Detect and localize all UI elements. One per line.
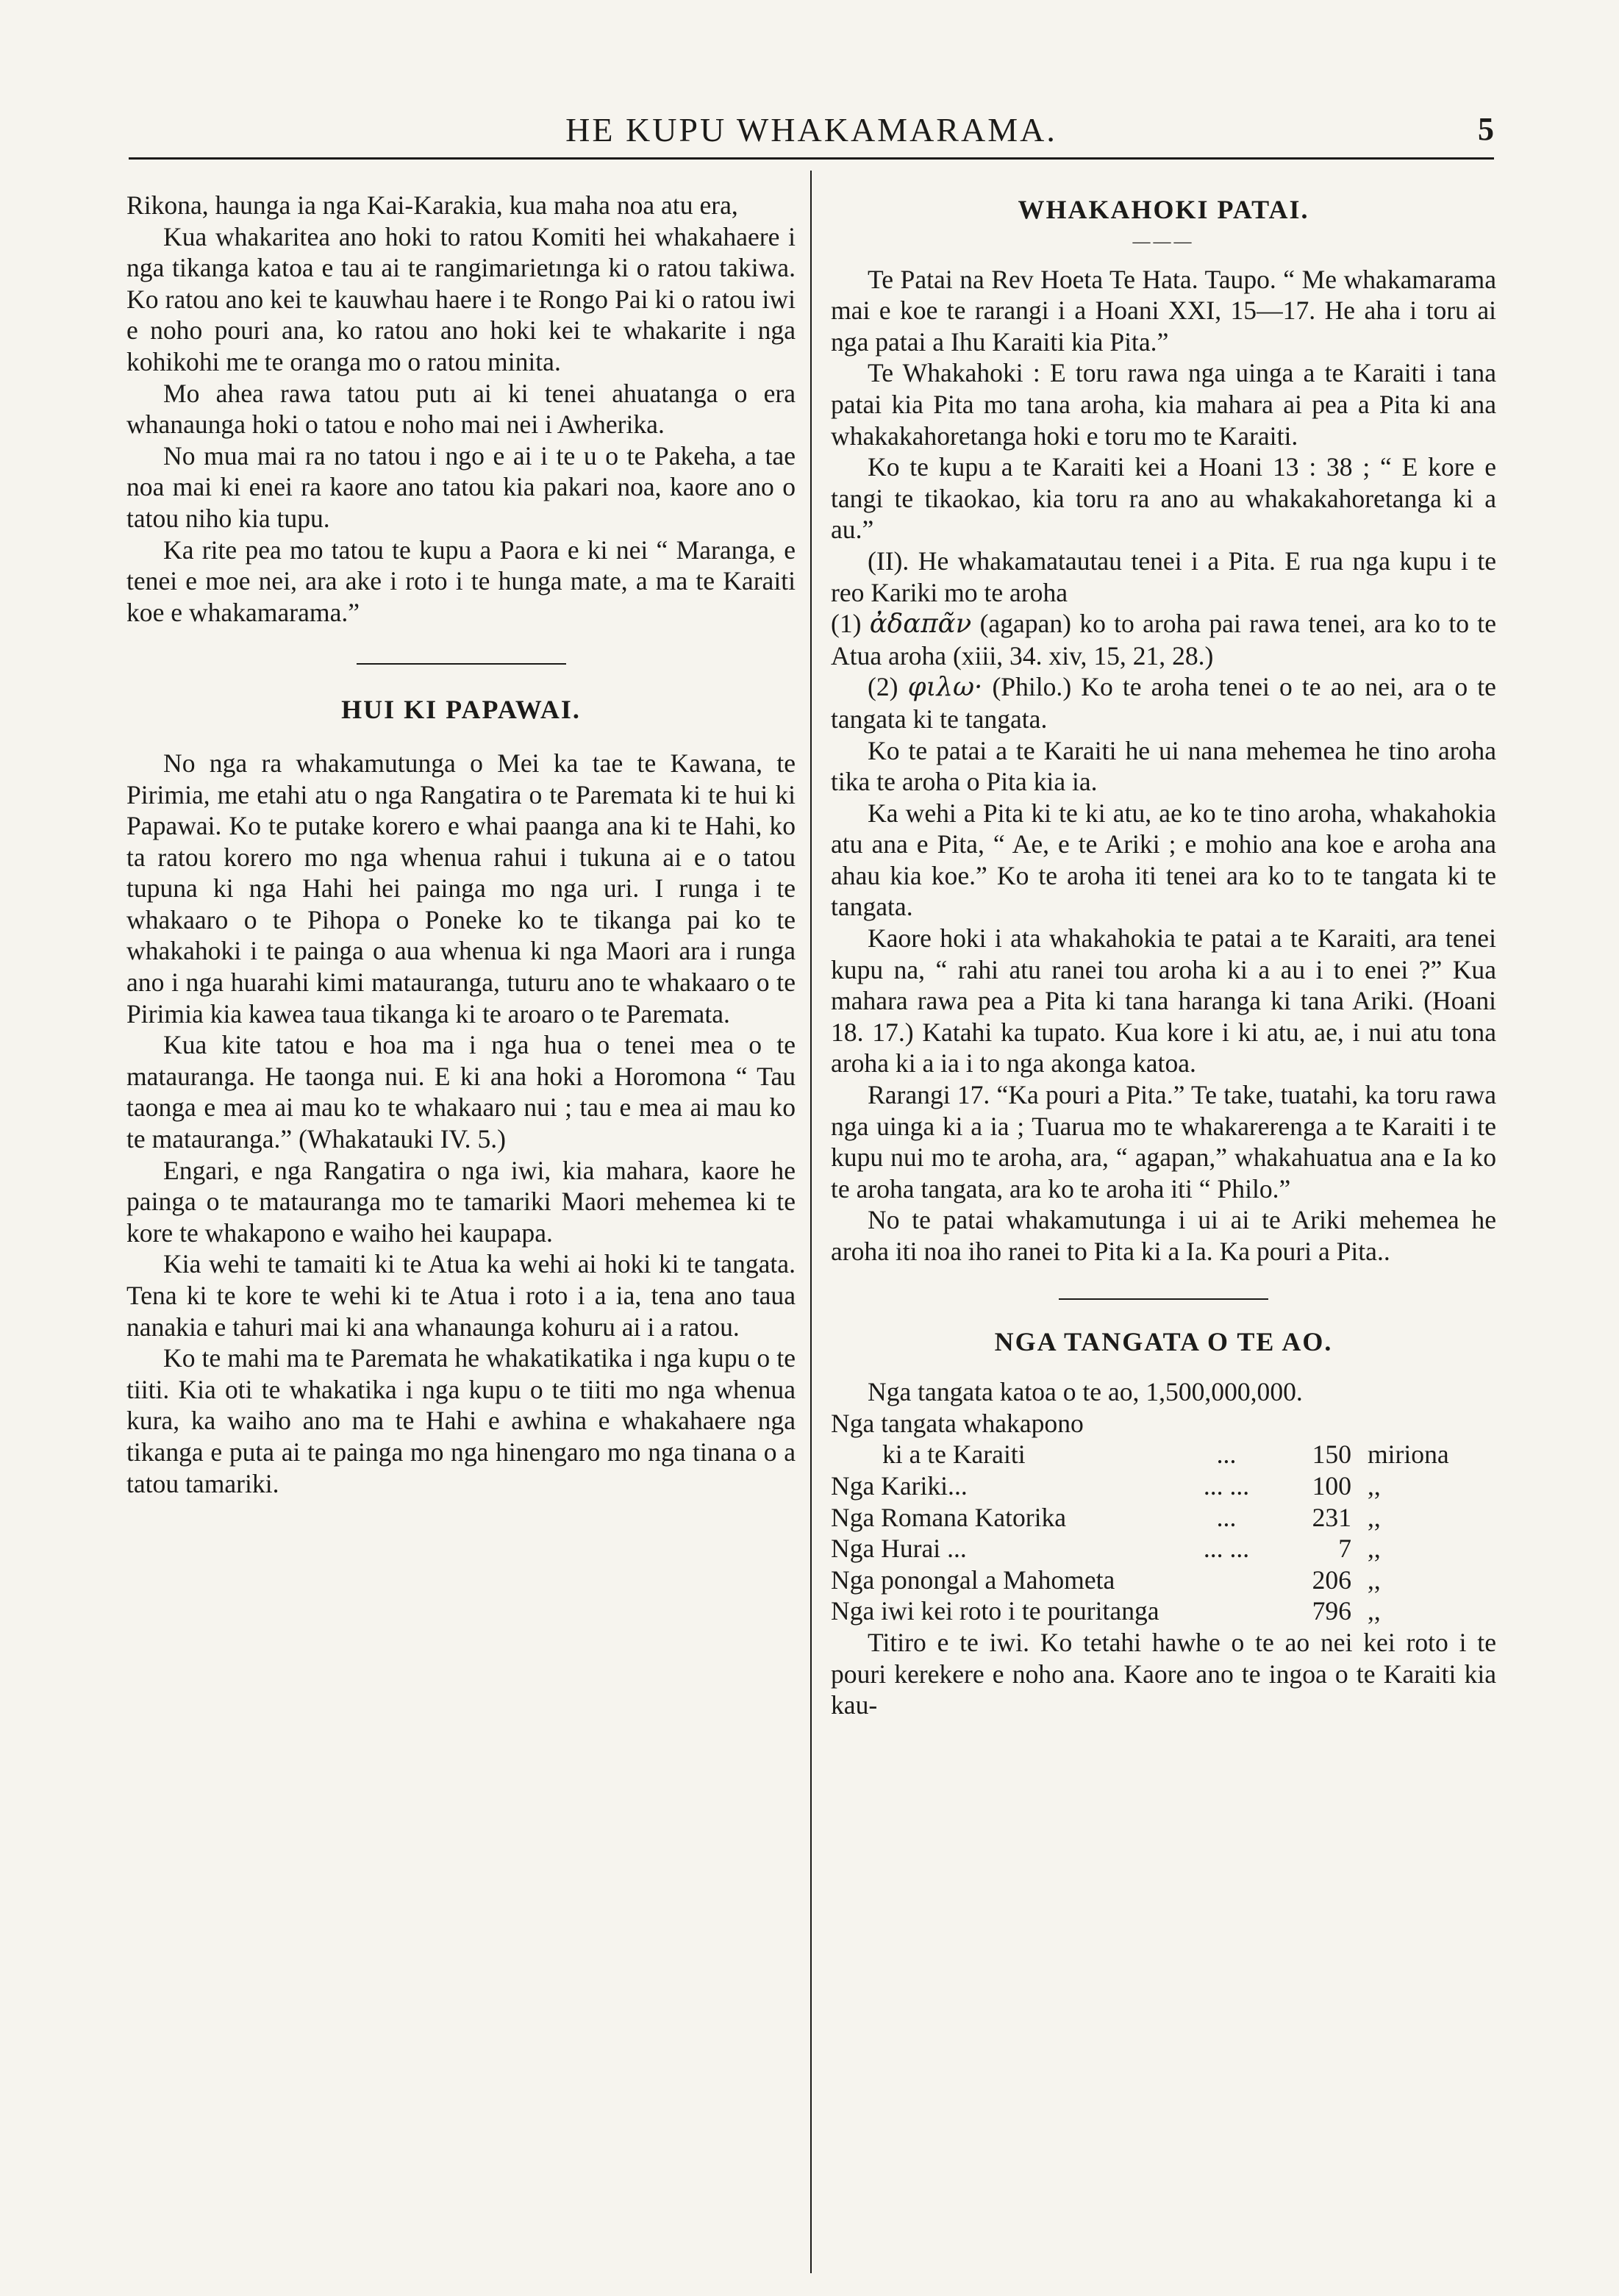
row-value: 150 (1312, 1440, 1351, 1470)
intro-paragraph-1: Rikona, haunga ia nga Kai-Karakia, kua maha noa atu era, (126, 190, 738, 220)
row-unit: ,, (1368, 1596, 1381, 1626)
greek-word-philo: φιλω· (907, 672, 983, 703)
hui-paragraph-3: Engari, e nga Rangatira o nga iwi, kia mahara, kaore he painga o te matauranga mo te tamariki Maori mehemea ki te kore te whakapono e waiho hei kaupapa. (126, 1155, 796, 1248)
greek-entry-2 (831, 671, 1496, 734)
intro-paragraph-4: No mua mai ra no tatou i ngo e ai i te u o te Pakeha, a tae noa mai ki enei ra kaore ano tatou kia pakari noa, kaore ano o tatou niho kia tupu. (126, 440, 796, 533)
whakahoki-paragraph-9: No te patai whakamutunga i ui ai te Ariki mehemea he aroha iti noa iho ranei to Pita ki a Ia. Ka pouri a Pita.. (831, 1205, 1496, 1266)
row-unit: ,, (1368, 1470, 1381, 1501)
row-value: 7 (1338, 1534, 1351, 1564)
table-row (831, 1533, 1496, 1564)
row-unit: miriona (1368, 1440, 1449, 1470)
tangata-title: NGA TANGATA O TE AO. (994, 1326, 1333, 1356)
row-label: Nga Kariki... (831, 1470, 968, 1501)
row-label: Nga ponongal a Mahometa (831, 1564, 1115, 1595)
row-label: Nga Hurai ... (831, 1534, 967, 1564)
tangata-closing: Titiro e te iwi. Ko tetahi hawhe o te ao nei kei roto i te pouri kerekere e noho ana. Kaore ano te ingoa o te Karaiti kia kau- (831, 1627, 1496, 1720)
row-dots: ... ... (1203, 1470, 1250, 1501)
row-value: 100 (1312, 1470, 1351, 1501)
row-dots: ... ... (1203, 1534, 1250, 1564)
population-table (831, 1439, 1496, 1627)
row-dots (1197, 1564, 1256, 1596)
row-label: ki a te Karaiti (882, 1440, 1026, 1470)
row-value: 206 (1312, 1564, 1351, 1595)
whakahoki-paragraph-8: Rarangi 17. “Ka pouri a Pita.” Te take, tuatahi, ka toru rawa nga uinga ki a ia ; Tuarua mo te whakarerenga a te Karaiti i te kupu nui mo te aroha, ara, “ agapan,” whakahuatua ana e Ia ko te aroha tangata, ara ko te aroha iti “ Philo.” (831, 1080, 1496, 1204)
table-row (831, 1439, 1496, 1470)
whakahoki-paragraph-1: Te Patai na Rev Hoeta Te Hata. Taupo. “ Me whakamarama mai e koe te rarangi i a Hoani XXI, 15—17. He aha i toru ai nga patai a Ihu Karaiti kia Pita.” (831, 264, 1496, 357)
right-column (831, 190, 1496, 1721)
hui-paragraph-5: Ko te mahi ma te Paremata he whakatikatika i nga kupu o te tiiti. Kia oti te whakatika i nga kupu o te tiiti mo nga whenua kura, ka waiho ano ma te Hahi e awhina e whakahaere nga tikanga e puta ai te painga mo nga hinengaro mo nga tinana o a tatou tamariki. (126, 1343, 796, 1498)
hui-paragraph-4: Kia wehi te tamaiti ki te Atua ka wehi ai hoki ki te tangata. Tena ki te kore te wehi ki te Atua i roto i a ia, tena ano taua nanakia e tahuri mai ki ana whanaunga kohuru ai i a ratou. (126, 1249, 796, 1342)
row-label: Nga iwi kei roto i te pouritanga (831, 1596, 1159, 1626)
whakahoki-title: WHAKAHOKI PATAI. (1018, 195, 1309, 224)
hui-paragraph-2: Kua kite tatou e hoa ma i nga hua o tenei mea o te matauranga. He taonga nui. E ki ana hoki a Horomona “ Tau taonga e mea ai mau ko te whakaaro nui ; tau e mea ai mau ko te matauranga.” (Whakatauki IV. 5.) (126, 1030, 796, 1154)
running-header (129, 110, 1494, 162)
intro-paragraph-2: Kua whakaritea ano hoki to ratou Komiti hei whakahaere i nga tikanga katoa e tau ai te rangimarietınga ki o ratou takiwa. Ko ratou ano kei te kauwhau haere i te Rongo Pai ki o ratou iwi e noho pouri ana, ko ratou ano hoki kei te whakarite i nga kohikohi me te oranga mo o ratou minita. (126, 221, 796, 376)
row-label: Nga Romana Katorika (831, 1502, 1067, 1532)
hui-title: HUI KI PAPAWAI. (341, 695, 581, 725)
intro-paragraph-5: Ka rite pea mo tatou te kupu a Paora e ki nei “ Maranga, e tenei e moe nei, ara ake i roto i te hunga mate, a ma te Karaiti koe e whakamarama.” (126, 534, 796, 627)
row-value: 796 (1312, 1596, 1351, 1626)
row-dots: ... (1216, 1440, 1237, 1470)
running-title: HE KUPU WHAKAMARAMA. (565, 111, 1057, 149)
row-unit: ,, (1368, 1502, 1381, 1532)
table-row (831, 1470, 1496, 1502)
left-column (126, 190, 796, 1499)
whakahoki-paragraph-5: Ko te patai a te Karaiti he ui nana mehemea he tino aroha tika te aroha o Pita kia ia. (831, 735, 1496, 797)
greek-entry-1 (831, 608, 1496, 671)
page-number: 5 (1478, 111, 1494, 147)
whakahoki-paragraph-2: Te Whakahoki : E toru rawa nga uinga a te Karaiti i tana patai kia Pita mo tana aroha, kia mahara ai pea a Pita ki ana whakakahoretanga hoki e toru mo te Karaiti. (831, 358, 1496, 451)
believers-label: Nga tangata whakapono (831, 1408, 1084, 1438)
whakahoki-paragraph-7: Kaore hoki i ata whakahokia te patai a te Karaiti, ara tenei kupu na, “ rahi atu ranei tou aroha ki a au i to enei ?” Kua mahara rawa pea a Pita ki tana haranga ki tana Ariki. (Hoani 18. 17.) Katahi ka tupato. Kua kore i ki atu, ae, i nui atu tona aroha ki a ia i to nga akonga katoa. (831, 923, 1496, 1079)
greek-entry-2-text: (Philo.) Ko te aroha tenei o te ao nei, ara o te tangata ki te tangata. (831, 672, 1496, 734)
table-row (831, 1502, 1496, 1534)
greek-entry-2-number: (2) (868, 672, 898, 702)
column-rule (810, 171, 812, 2273)
intro-paragraph-3: Mo ahea rawa tatou putı ai ki tenei ahuatanga o era whanaunga hoki o tatou e noho mai nei i Awherika. (126, 378, 796, 440)
header-rule (129, 157, 1494, 160)
row-unit: ,, (1368, 1564, 1381, 1595)
table-row (831, 1564, 1496, 1596)
whakahoki-paragraph-4: (II). He whakamatautau tenei i a Pita. E rua nga kupu i te reo Kariki mo te aroha (831, 546, 1496, 607)
greek-word-agapan: ἀδαπᾶν (869, 609, 972, 640)
tangata-intro: Nga tangata katoa o te ao, 1,500,000,000. (868, 1377, 1303, 1407)
row-dots: ... (1216, 1502, 1237, 1532)
row-value: 231 (1312, 1502, 1351, 1532)
title-ornament: ——— (1132, 232, 1195, 251)
whakahoki-paragraph-3: Ko te kupu a te Karaiti kei a Hoani 13 : 38 ; “ E kore e tangi te tikaokao, kia toru ra ano au whakakahoretanga ki a au.” (831, 452, 1496, 545)
row-unit: ,, (1368, 1534, 1381, 1564)
greek-entry-1-number: (1) (831, 609, 862, 639)
hui-paragraph-1: No nga ra whakamutunga o Mei ka tae te Kawana, te Pirimia, me etahi atu o nga Rangatira o te Paremata ki te hui ki Papawai. Ko te putake korero e whai paanga ana ki te Hahi, ko ta ratou korero mo nga whenua rahui i tukuna ai e o tatou tupuna ki nga Hahi hei painga mo nga uri. I runga i te whakaaro o te Pihopa o Poneke ko te tikanga pai ko te whakahoki i te painga o aua whenua ki nga Maori ara i runga ano i nga huarahi kimi matauranga, tuturu ano te whakaaro o te Pirimia kia kawea taua tikanga ki te aroaro o te Paremata. (126, 748, 796, 1029)
whakahoki-paragraph-6: Ka wehi a Pita ki te ki atu, ae ko te tino aroha, whakahokia atu ana e Pita, “ Ae, e te Ariki ; e mohio ana koe e aroha ana ahau kia koe.” Ko te aroha iti tenei ara ko to te tangata ki te tangata. (831, 798, 1496, 922)
greek-entry-1-text: (agapan) ko to aroha pai rawa tenei, ara ko to te Atua aroha (xiii, 34. xiv, 15, 21, 28.) (831, 609, 1496, 670)
table-row (831, 1595, 1496, 1627)
